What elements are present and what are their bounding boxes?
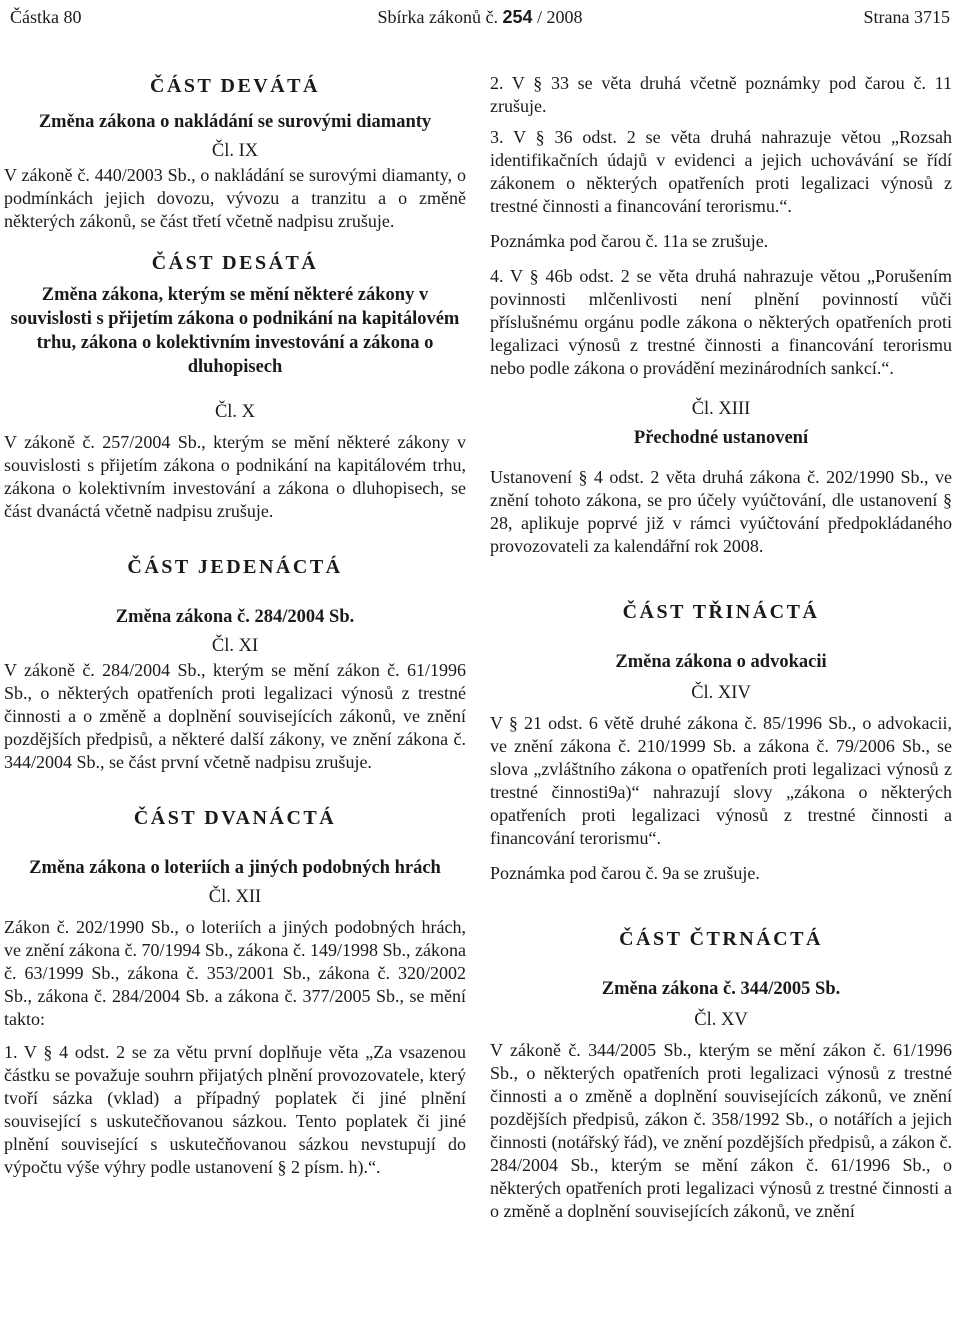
article-12-text-intro: Zákon č. 202/1990 Sb., o loteriích a jiných podobných hrách, ve znění zákona č. 70/1994 Sb., zákona č. 149/1998 Sb., zákona č. 63/1999 Sb., zákona č. 353/2001 Sb., zákona č. 320/2002 Sb., zákona č. 284/2004 Sb. a zákona č. 377/2005 Sb., se mění takto: <box>4 917 466 1029</box>
right-column <box>490 72 952 1223</box>
item-4-text: 4. V § 46b odst. 2 se věta druhá nahrazuje větou „Porušením povinnosti mlčenlivosti není plnění povinností vůči příslušnému orgánu podle zákona o některých opatřeních proti legalizaci výnosů z trestné činnosti a financování terorismu nebo podle zákona o provádění mezinárodních sankcí.“. <box>490 266 952 378</box>
article-14-text: V § 21 odst. 6 větě druhé zákona č. 85/1996 Sb., o advokacii, ve znění zákona č. 210/1999 Sb. a zákona č. 79/2006 Sb., se slova „zvláštního zákona o opatřeních proti legalizaci výnosů z trestné činnosti9a)“ nahrazují slovy „zákona o některých opatřeních proti legalizaci výnosů z trestné činnosti a financování terorismu“. <box>490 713 952 848</box>
article-11: Čl. XI <box>211 636 259 656</box>
collection-title <box>10 4 950 30</box>
footnote-11a-text: Poznámka pod čarou č. 11a se zrušuje. <box>490 231 769 251</box>
item-3-text: 3. V § 36 odst. 2 se věta druhá nahrazuje větou „Rozsah identifikačních údajů v evidenci a jejich uchovávání se řídí zákonem o některých opatřeních proti legalizaci výnosů z trestné činnosti a financování terorismu.“. <box>490 127 952 216</box>
part-9-subtitle: Změna zákona o nakládání se surovými diamanty <box>38 112 432 132</box>
article-12-item-1: 1. V § 4 odst. 2 se za větu první doplňuje věta „Za vsazenou částku se považuje souhrn přijatých plnění provozovatele, který tvoří sázka (vklad) a případný poplatek či jiné plnění související s uskutečňovanou sázkou. Tento poplatek či jiné plnění související s uskutečňovanou sázkou nevstupují do výpočtu výše výhry podle ustanovení § 2 písm. h).“. <box>4 1042 466 1177</box>
part-10-subtitle: Změna zákona, kterým se mění některé zákony v souvislosti s přijetím zákona o podnikání na kapitálovém trhu, zákona o kolektivním investování a zákona o dluhopisech <box>10 285 460 377</box>
article-9-text: V zákoně č. 440/2003 Sb., o nakládání se surovými diamanty, o podmínkách jejich dovozu, vývozu a tranzitu a o změně některých zákonů, se část třetí včetně nadpisu zrušuje. <box>4 165 466 231</box>
article-9: Čl. IX <box>211 141 259 161</box>
article-14: Čl. XIV <box>691 683 751 703</box>
item-2-text: 2. V § 33 se věta druhá včetně poznámky pod čarou č. 11 zrušuje. <box>490 73 952 116</box>
part-10-title: ČÁST DESÁTÁ <box>151 252 319 274</box>
footnote-9a-text: Poznámka pod čarou č. 9a se zrušuje. <box>490 863 760 883</box>
part-12-subtitle: Změna zákona o loteriích a jiných podobných hrách <box>29 858 441 878</box>
part-14-title: ČÁST ČTRNÁCTÁ <box>619 928 823 950</box>
page-number: Strana 3715 <box>863 7 950 27</box>
part-13-subtitle: Změna zákona o advokacii <box>615 652 827 672</box>
part-11-subtitle: Změna zákona č. 284/2004 Sb. <box>115 607 355 627</box>
part-9-title: ČÁST DEVÁTÁ <box>150 75 320 97</box>
collection-number: 254 <box>502 7 533 27</box>
article-13-subtitle: Přechodné ustanovení <box>633 428 809 448</box>
collection-year: / 2008 <box>532 7 583 27</box>
article-13: Čl. XIII <box>691 399 751 419</box>
article-15: Čl. XV <box>694 1010 748 1030</box>
part-13-title: ČÁST TŘINÁCTÁ <box>622 601 820 623</box>
article-10: Čl. X <box>214 402 256 422</box>
article-12: Čl. XII <box>208 887 262 907</box>
left-column <box>4 72 466 1179</box>
collection-prefix: Sbírka zákonů č. <box>377 7 503 27</box>
part-14-subtitle: Změna zákona č. 344/2005 Sb. <box>601 979 841 999</box>
article-10-text: V zákoně č. 257/2004 Sb., kterým se mění některé zákony v souvislosti s přijetím zákona o podnikání na kapitálovém trhu, zákona o kolektivním investování a zákona o dluhopisech, se část dvanáctá včetně nadpisu zrušuje. <box>4 432 466 521</box>
page-header <box>10 4 950 30</box>
part-11-title: ČÁST JEDENÁCTÁ <box>127 556 343 578</box>
article-13-text: Ustanovení § 4 odst. 2 věta druhá zákona č. 202/1990 Sb., ve znění tohoto zákona, se pro účely vyúčtování, dle ustanovení § 28, aplikuje poprvé již v rámci vyúčtování předpokládaného provozovateli za kalendářní rok 2008. <box>490 467 952 556</box>
article-15-text: V zákoně č. 344/2005 Sb., kterým se mění zákon č. 61/1996 Sb., o některých opatřeních proti legalizaci výnosů z trestné činnosti a o změně a doplnění souvisejících zákonů, ve znění pozdějších předpisů, zákon č. 358/1992 Sb., o notářích a jejich činnosti (notářský řád), ve znění pozdějších předpisů, a zákon č. 284/2004 Sb., kterým se mění zákon č. 61/1996 Sb., o některých opatřeních proti legalizaci výnosů z trestné činnosti a o změně a doplnění souvisejících zákonů, ve znění <box>490 1040 952 1221</box>
article-11-text: V zákoně č. 284/2004 Sb., kterým se mění zákon č. 61/1996 Sb., o některých opatřeních proti legalizaci výnosů z trestné činnosti a o změně a doplnění souvisejících zákonů, ve znění pozdějších předpisů, a některé další zákony, ve znění zákona č. 344/2004 Sb., se část první včetně nadpisu zrušuje. <box>4 660 466 772</box>
part-12-title: ČÁST DVANÁCTÁ <box>133 807 337 829</box>
issue-number: Částka 80 <box>10 7 82 27</box>
